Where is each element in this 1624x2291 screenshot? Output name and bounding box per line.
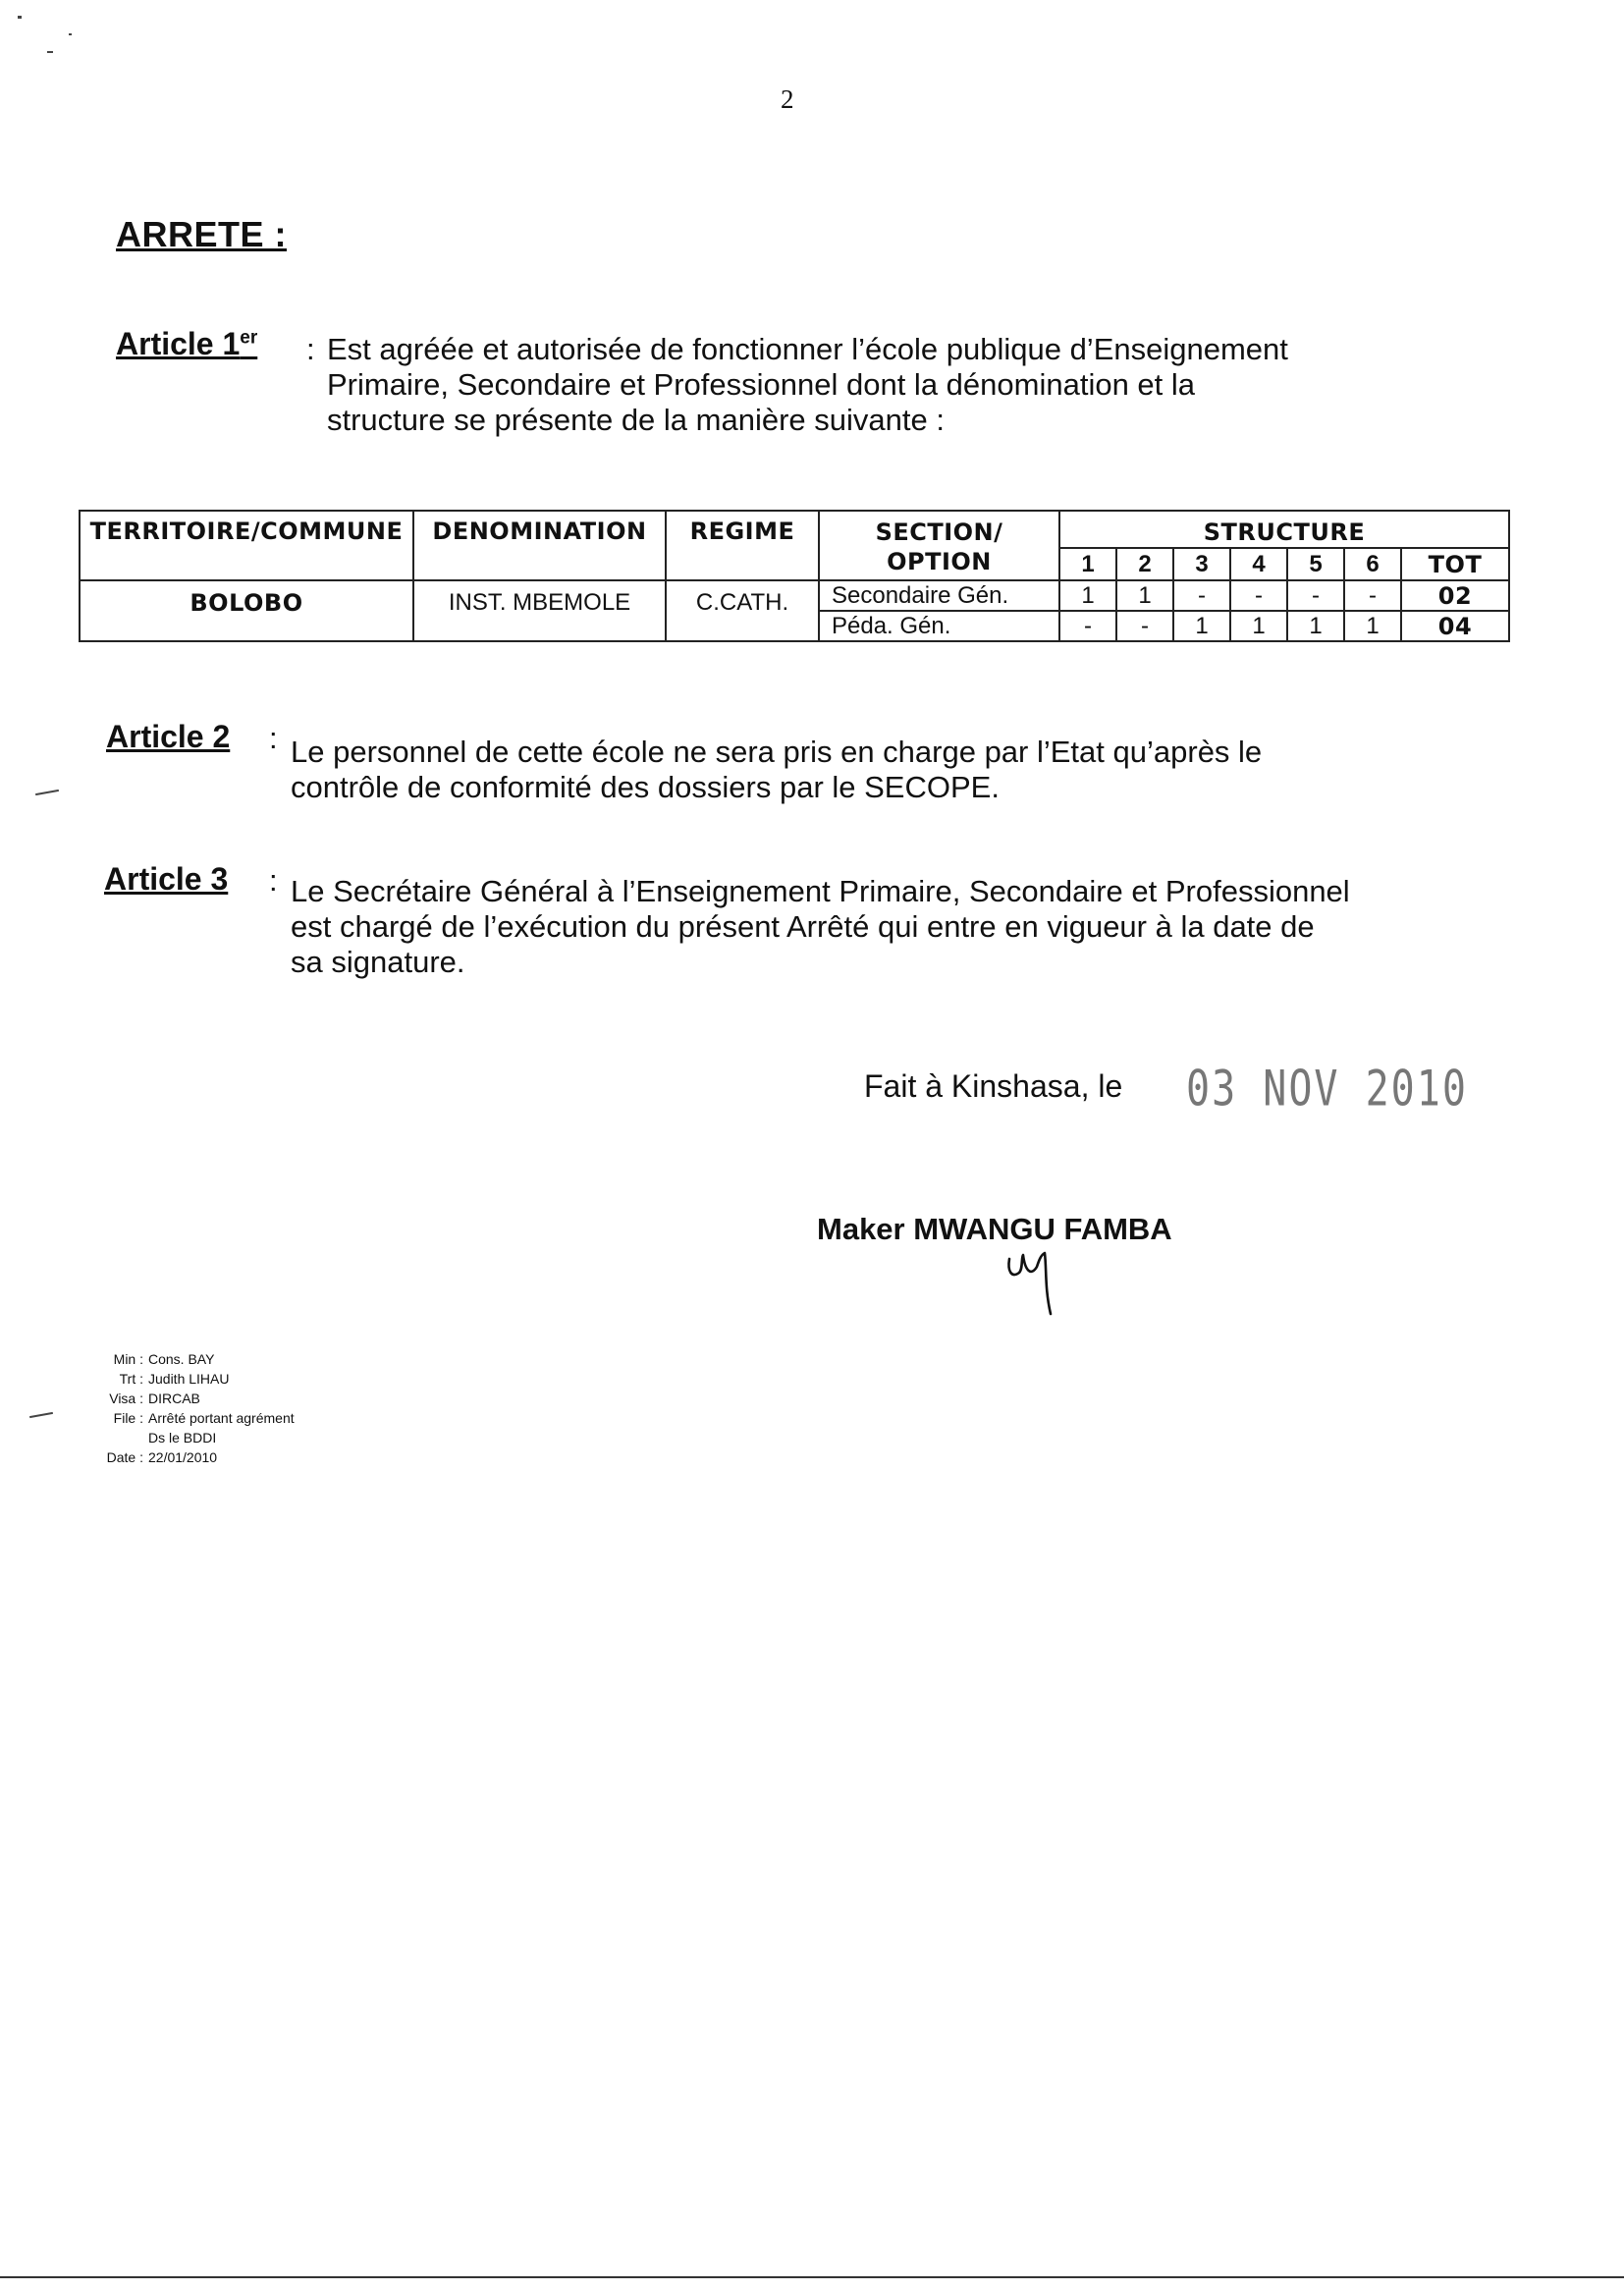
header-col: 4 — [1230, 548, 1287, 580]
cell-regime: C.CATH. — [666, 580, 819, 641]
article-1-colon: : — [306, 332, 315, 366]
cell-value: 1 — [1287, 611, 1344, 641]
article-3-line: Le Secrétaire Général à l’Enseignement Primaire, Secondaire et Professionnel — [291, 874, 1350, 908]
article-1-superscript: er — [240, 327, 258, 349]
scan-speck — [35, 790, 59, 795]
article-2-label: Article 2 — [106, 719, 231, 754]
article-1-label-text: Article 1 — [116, 326, 241, 361]
file-reference-footer — [92, 1349, 295, 1467]
header-structure: STRUCTURE — [1059, 511, 1509, 548]
article-3-colon: : — [269, 863, 278, 898]
footer-value: Ds le BDDI — [148, 1430, 217, 1446]
article-2-line: contrôle de conformité des dossiers par le SECOPE. — [291, 770, 1000, 804]
scan-speck — [18, 16, 22, 19]
footer-key: File : — [113, 1410, 143, 1426]
article-2-line: Le personnel de cette école ne sera pris en charge par l’Etat qu’après le — [291, 735, 1263, 769]
cell-value: 1 — [1230, 611, 1287, 641]
header-regime: REGIME — [666, 511, 819, 580]
footer-row — [92, 1447, 295, 1467]
date-stamp: 03 NOV 2010 — [1186, 1061, 1468, 1118]
article-1-line: structure se présente de la manière suivante : — [327, 403, 945, 437]
cell-denomination: INST. MBEMOLE — [413, 580, 666, 641]
decree-heading: ARRETE : — [116, 214, 287, 254]
place-and-date-line: Fait à Kinshasa, le — [864, 1068, 1123, 1104]
article-2-body — [291, 735, 1262, 805]
cell-territoire: BOLOBO — [80, 580, 413, 641]
header-section-option — [819, 511, 1059, 580]
cell-section: Secondaire Gén. — [819, 580, 1059, 611]
cell-total: 04 — [1401, 611, 1509, 641]
footer-key — [92, 1428, 148, 1447]
header-denomination: DENOMINATION — [413, 511, 666, 580]
signer-name: Maker MWANGU FAMBA — [817, 1212, 1172, 1246]
footer-key: Min : — [113, 1351, 143, 1367]
table-row — [80, 580, 1509, 611]
handwritten-signature — [1001, 1245, 1060, 1324]
cell-value: - — [1287, 580, 1344, 611]
cell-value: - — [1230, 580, 1287, 611]
article-1-body — [327, 332, 1288, 438]
scan-speck — [69, 33, 72, 35]
footer-row — [92, 1389, 295, 1408]
article-1-line: Est agréée et autorisée de fonctionner l’école publique d’Enseignement — [327, 332, 1288, 366]
footer-value: Cons. BAY — [148, 1351, 215, 1367]
cell-value: - — [1344, 580, 1401, 611]
footer-key: Date : — [106, 1449, 143, 1465]
footer-row — [92, 1428, 295, 1447]
cell-value: 1 — [1173, 611, 1230, 641]
cell-total: 02 — [1401, 580, 1509, 611]
article-2-colon: : — [269, 721, 278, 755]
header-col: 5 — [1287, 548, 1344, 580]
footer-value: Arrêté portant agrément — [148, 1410, 295, 1426]
footer-row — [92, 1349, 295, 1369]
header-col: 3 — [1173, 548, 1230, 580]
scan-speck — [47, 51, 53, 53]
article-3-line: est chargé de l’exécution du présent Arrêté qui entre en vigueur à la date de — [291, 909, 1315, 944]
school-structure-table — [79, 510, 1510, 642]
header-col: 6 — [1344, 548, 1401, 580]
scan-bottom-edge — [0, 2276, 1624, 2278]
cell-section: Péda. Gén. — [819, 611, 1059, 641]
article-1-label — [116, 326, 257, 362]
header-section-line: SECTION/ — [875, 518, 1003, 546]
header-col-total: TOT — [1401, 548, 1509, 580]
page-number: 2 — [781, 84, 794, 114]
cell-value: - — [1173, 580, 1230, 611]
article-3-line: sa signature. — [291, 945, 465, 979]
cell-value: - — [1116, 611, 1173, 641]
article-3-label: Article 3 — [104, 861, 229, 897]
article-1-line: Primaire, Secondaire et Professionnel dont la dénomination et la — [327, 367, 1196, 402]
scan-speck — [29, 1412, 53, 1418]
cell-value: 1 — [1059, 580, 1116, 611]
cell-value: 1 — [1116, 580, 1173, 611]
cell-value: - — [1059, 611, 1116, 641]
header-col: 1 — [1059, 548, 1116, 580]
header-option-line: OPTION — [887, 548, 992, 575]
header-col: 2 — [1116, 548, 1173, 580]
cell-value: 1 — [1344, 611, 1401, 641]
footer-value: DIRCAB — [148, 1391, 200, 1406]
footer-row — [92, 1408, 295, 1428]
article-3-body — [291, 874, 1350, 980]
footer-value: Judith LIHAU — [148, 1371, 230, 1387]
footer-row — [92, 1369, 295, 1389]
footer-key: Visa : — [109, 1391, 143, 1406]
header-territoire: TERRITOIRE/COMMUNE — [80, 511, 413, 580]
footer-value: 22/01/2010 — [148, 1449, 218, 1465]
footer-key: Trt : — [119, 1371, 143, 1387]
